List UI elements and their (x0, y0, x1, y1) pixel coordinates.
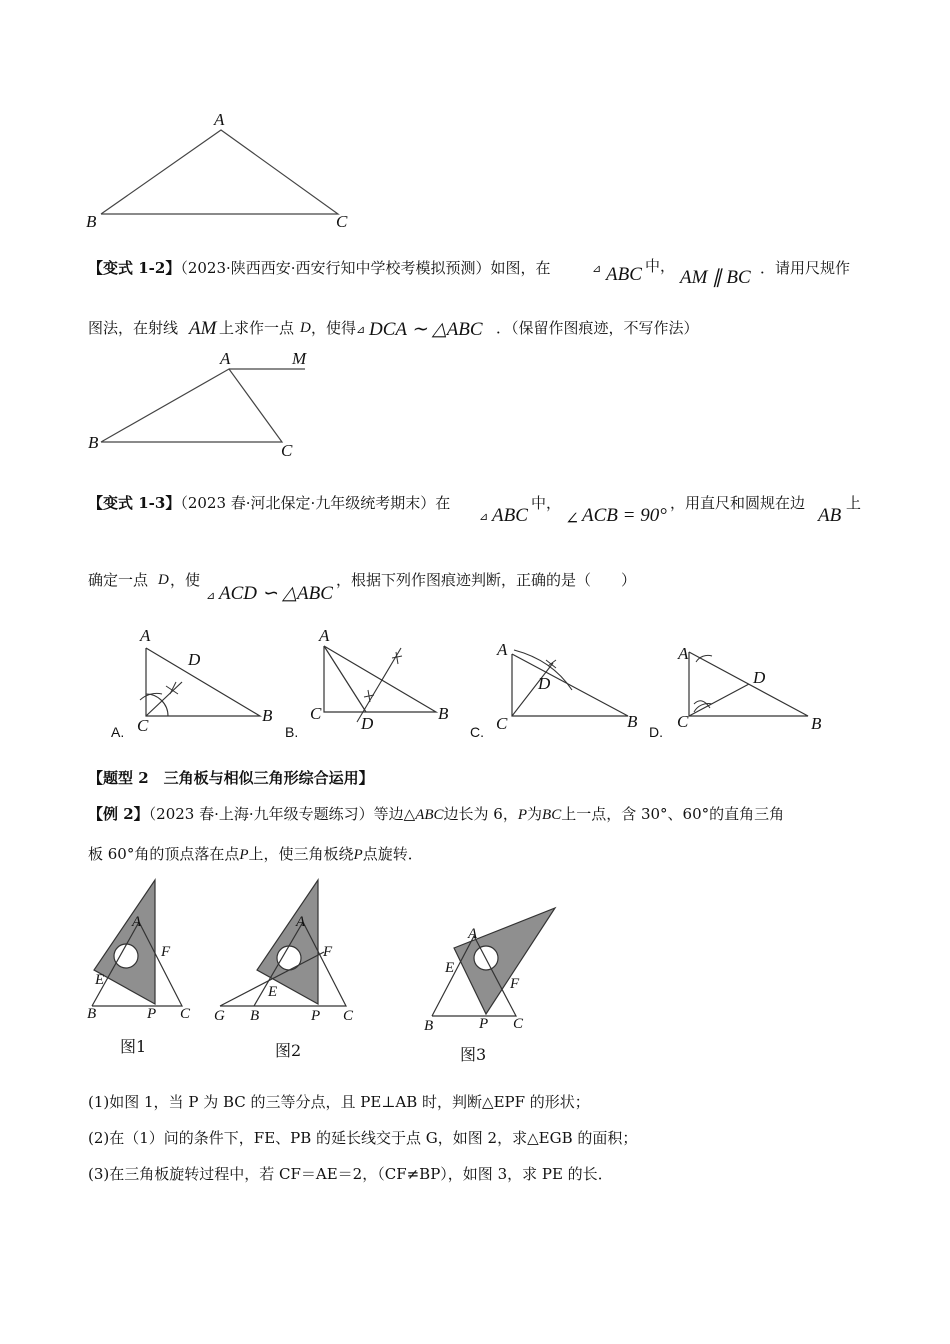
label-c: C (513, 1016, 524, 1032)
text-segment: 上一点，含 30°、60°的直角三角 (561, 805, 785, 823)
text-segment: 边长为 6， (443, 805, 518, 823)
math-abc: ABC (492, 505, 528, 526)
text-segment: 上，使三角板绕 (248, 845, 354, 863)
label-e: E (445, 960, 455, 976)
variant-source: （2023·陕西西安·西安行知中学校考模拟预测）如图，在 (180, 259, 551, 277)
label-a: A (319, 626, 330, 645)
variant-1-3-line2b: ，使 (170, 571, 201, 589)
variant-1-2-line2d: ．（保留作图痕迹，不写作法） (496, 319, 699, 337)
label-b: B (86, 212, 97, 231)
math-angle: ACB = 90° (582, 505, 667, 526)
variant-1-3-line2c: ，根据下列作图痕迹判断，正确的是（ ） (336, 571, 637, 589)
label-c: C (310, 704, 322, 723)
point-p: P (517, 807, 528, 823)
label-d: D (361, 714, 374, 733)
label-a: A (132, 914, 142, 930)
label-b: B (88, 433, 99, 452)
option-c-label[interactable]: C. (470, 724, 484, 740)
option-d-label[interactable]: D. (649, 724, 663, 740)
section-title: 【题型 2 三角板与相似三角形综合运用】 (88, 769, 374, 787)
label-a: A (678, 644, 689, 663)
variant-1-2-line2b: 上求作一点 (219, 319, 295, 337)
label-a: A (296, 914, 306, 930)
point-d: D (300, 320, 311, 336)
text-end1: ．请用尺规作 (760, 259, 851, 277)
label-e: E (95, 972, 105, 988)
label-c: C (137, 716, 149, 735)
label-b: B (811, 714, 822, 733)
option-a-label[interactable]: A. (111, 724, 125, 740)
text-segment: 为 (527, 805, 543, 823)
label-e: E (268, 984, 278, 1000)
math-parallel: AM ∥ BC (680, 267, 751, 288)
label-c: C (343, 1008, 354, 1024)
triangle-symbol: ⊿ (206, 589, 216, 602)
label-c: C (336, 212, 348, 231)
text-zhong: 中， (645, 257, 676, 275)
variant-1-3-line2a: 确定一点 (88, 571, 149, 589)
label-c: C (496, 714, 508, 733)
label-b: B (250, 1008, 260, 1024)
variant-1-3-after: ，用直尺和圆规在边 (670, 494, 806, 512)
label-p: P (147, 1006, 157, 1022)
math-similarity: DCA ∼ △ABC (369, 319, 483, 340)
label-a: A (140, 626, 151, 645)
label-c: C (180, 1006, 191, 1022)
triangle-symbol: ⊿ (592, 262, 602, 275)
variant-1-2-line2c: ，使得 (311, 319, 357, 337)
label-b: B (262, 706, 273, 725)
label-d: D (753, 668, 766, 687)
text-segment: 点旋转． (362, 845, 423, 863)
variant-1-3-end: 上 (846, 494, 862, 512)
label-d: D (188, 650, 201, 669)
math-ab: AB (818, 505, 842, 526)
label-f: F (161, 944, 171, 960)
math-bc: BC (542, 807, 562, 823)
option-b-label[interactable]: B. (285, 724, 299, 740)
text-segment: （2023 春·上海·九年级专题练习）等边△ (148, 805, 416, 823)
question-3: (3)在三角板旋转过程中，若 CF＝AE＝2，（CF≠BP），如图 3，求 PE 的长． (88, 1165, 613, 1183)
variant-tag: 【变式 1-2】 (88, 259, 181, 277)
math-abc: ABC (606, 264, 642, 285)
figure-3-caption: 图3 (460, 1045, 487, 1064)
text-zhong: 中， (531, 494, 562, 512)
math-similarity: ACD ∽ △ABC (219, 583, 333, 604)
label-a: A (220, 349, 231, 368)
angle-symbol: ∠ (565, 509, 580, 529)
question-2: (2)在（1）问的条件下，FE、PB 的延长线交于点 G，如图 2，求△EGB 的面积； (88, 1129, 638, 1147)
figure-1-caption: 图1 (120, 1037, 147, 1056)
label-g: G (214, 1008, 225, 1024)
label-m: M (292, 349, 307, 368)
math-am: AM (189, 318, 217, 339)
figure-1 (92, 880, 182, 1006)
label-b: B (424, 1018, 434, 1034)
label-a: A (214, 110, 225, 129)
point-d: D (158, 572, 169, 588)
label-b: B (627, 712, 638, 731)
example-tag: 【例 2】 (88, 805, 149, 823)
label-b: B (87, 1006, 97, 1022)
figure-2 (220, 880, 346, 1006)
label-a: A (468, 926, 478, 942)
question-1: (1)如图 1，当 P 为 BC 的三等分点，且 PE⊥AB 时，判断△EPF 的形状； (88, 1093, 590, 1111)
variant-tag: 【变式 1-3】 (88, 494, 181, 512)
label-f: F (510, 976, 520, 992)
figure-2-caption: 图2 (275, 1041, 302, 1060)
label-p: P (311, 1008, 321, 1024)
point-p: P (239, 847, 249, 863)
triangle-symbol: ⊿ (479, 510, 489, 523)
label-a: A (497, 640, 508, 659)
label-d: D (538, 674, 551, 693)
triangle-symbol: ⊿ (356, 323, 366, 336)
variant-1-2-line2a: 图法，在射线 (88, 319, 179, 337)
label-c: C (677, 712, 689, 731)
label-f: F (323, 944, 333, 960)
label-c: C (281, 441, 293, 460)
label-p: P (479, 1016, 489, 1032)
variant-source: （2023 春·河北保定·九年级统考期末）在 (180, 494, 451, 512)
label-b: B (438, 704, 449, 723)
text-segment: 板 60°角的顶点落在点 (88, 845, 240, 863)
point-p: P (353, 847, 363, 863)
math-abc: ABC (415, 807, 444, 823)
